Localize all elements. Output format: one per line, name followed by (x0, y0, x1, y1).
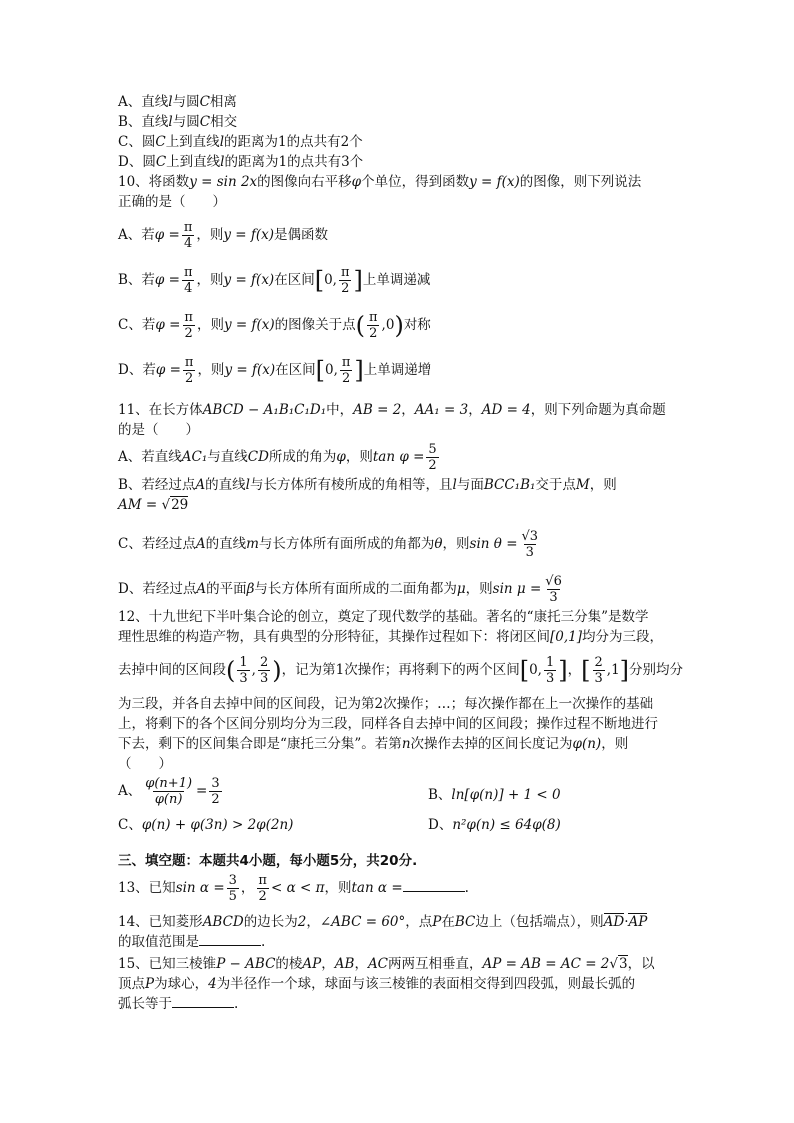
q11-option-b: B、若经过点A的直线l与长方体所有棱所成的角相等，且l与面BCC₁B₁交于点M，则 (118, 477, 617, 493)
q10-stem-line2: 正确的是（ ） (118, 194, 226, 210)
q12-line4: 为三段，并各自去掉中间的区间段，记为第2次操作；…；每次操作都在上一次操作的基础 (118, 696, 654, 712)
fraction: $\frac{√3}{3}$ (521, 529, 539, 560)
answer-blank[interactable] (403, 879, 465, 892)
page-content (118, 92, 684, 1014)
fraction: $\frac{\pi}{2}$ (184, 355, 194, 386)
q11-option-b-line2: AM = √29 (118, 497, 189, 513)
q10-option-a: A、若φ = $\frac{\pi}{4}$ ，则y = f(x)是偶函数 (118, 220, 329, 251)
fraction: $\frac{√6}{3}$ (545, 574, 562, 605)
answer-blank[interactable] (199, 933, 261, 946)
q9-options (118, 92, 678, 172)
q10-stem: 10、将函数y = sin 2x的图像向右平移φ个单位，得到函数y = f(x)的图像，则下列说法 (118, 174, 642, 190)
q12-option-c: C、φ(n) + φ(3n) > 2φ(2n) (118, 817, 294, 833)
q15-line3: 弧长等于 . (118, 996, 239, 1012)
fraction: $\frac{\pi}{2}$ (369, 310, 378, 341)
q12-line3: 去掉中间的区间段( $\frac{1}{3}$ , $\frac{2}{3}$ )，记为第1次操作；再将剩下的两个区间[0, $\frac{1}{3}$ ]，[ $\frac{2}{3}$ ,1]分别均分 (118, 655, 684, 686)
fraction: $\frac{\pi}{2}$ (184, 310, 193, 341)
q11-option-a: A、若直线AC₁与直线CD所成的角为φ，则tan φ = $\frac{5}{2}$ (118, 442, 437, 473)
fraction: $\frac{1}{3}$ (545, 655, 555, 686)
question-15 (118, 954, 678, 1014)
question-13: 13、已知sin α = $\frac{3}{5}$ ， $\frac{\pi}{2}$ < α < π，则tan α = . (118, 873, 469, 904)
q10-option-d: D、若φ = $\frac{\pi}{2}$ ，则y = f(x)在区间[0, $\frac{\pi}{2}$ ]上单调递增 (118, 355, 432, 386)
q12-options-row1 (118, 776, 678, 807)
q12-line1: 12、十九世纪下半叶集合论的创立，奠定了现代数学的基础。著名的“康托三分集”是数学 (118, 609, 649, 625)
fraction: $\frac{\varphi(n+1)}{\varphi(n)}$ (145, 776, 193, 807)
q15-line1: 15、已知三棱锥P − ABC的棱AP，AB，AC两两互相垂直，AP = AB = AC = 2√3，以 (118, 956, 655, 972)
q14-line1: 14、已知菱形ABCD的边长为2，∠ABC = 60°，点P在BC边上（包括端点），则AD·AP (118, 914, 648, 930)
fraction: $\frac{5}{2}$ (428, 442, 437, 473)
question-14 (118, 912, 678, 952)
fraction: $\frac{3}{5}$ (228, 873, 237, 904)
q11-stem-line2: 的是（ ） (118, 422, 199, 438)
fraction: $\frac{2}{3}$ (259, 655, 269, 686)
q15-line2: 顶点P为球心，4为半径作一个球，球面与该三棱锥的表面相交得到四段弧，则最长弧的 (118, 976, 636, 992)
fraction: $\frac{\pi}{4}$ (183, 265, 193, 296)
q12-line6: 下去，剩下的区间集合即是“康托三分集”。若第n次操作去掉的区间长度记为φ(n)，则 (118, 736, 629, 752)
fraction: $\frac{\pi}{4}$ (183, 220, 193, 251)
q9-option-d: D、圆C上到直线l的距离为1的点共有3个 (118, 154, 364, 170)
q12-line7: （ ） (118, 756, 172, 772)
q12-line5: 上，将剩下的各个区间分别均分为三段，同样各自去掉中间的区间段；操作过程不断地进行 (118, 716, 658, 732)
q11-option-c: C、若经过点A的直线m与长方体所有面所成的角都为θ，则sin θ = $\frac{√3}{3}$ (118, 529, 539, 560)
question-12 (118, 607, 684, 835)
q12-options-row2 (118, 815, 678, 835)
question-11 (118, 400, 678, 605)
question-10 (118, 172, 678, 386)
q14-line2: 的取值范围是 . (118, 934, 266, 950)
section-3-heading: 三、填空题：本题共4小题，每小题5分，共20分. (118, 853, 418, 869)
q12-option-a: A、 $\frac{\varphi(n+1)}{\varphi(n)}$ = $\frac{3}{2}$ (118, 776, 220, 807)
answer-blank[interactable] (172, 995, 234, 1008)
fraction: $\frac{\pi}{2}$ (258, 873, 267, 904)
fraction: $\frac{2}{3}$ (594, 655, 603, 686)
q11-option-d: D、若经过点A的平面β与长方体所有面所成的二面角都为μ，则sin μ = $\frac{√6}{3}$ (118, 574, 562, 605)
fraction: $\frac{\pi}{2}$ (340, 265, 350, 296)
q12-option-d: D、n²φ(n) ≤ 64φ(8) (428, 817, 561, 833)
fraction: $\frac{3}{2}$ (211, 776, 220, 807)
q11-stem: 11、在长方体ABCD − A₁B₁C₁D₁中，AB = 2，AA₁ = 3，AD = 4，则下列命题为真命题 (118, 402, 666, 418)
q9-option-c: C、圆C上到直线l的距离为1的点共有2个 (118, 134, 363, 150)
fraction: $\frac{1}{3}$ (239, 655, 248, 686)
q9-option-a: A、直线l与圆C相离 (118, 94, 237, 110)
q9-option-b: B、直线l与圆C相交 (118, 114, 238, 130)
fraction: $\frac{\pi}{2}$ (341, 355, 351, 386)
q10-option-b: B、若φ = $\frac{\pi}{4}$ ，则y = f(x)在区间[0, $\frac{\pi}{2}$ ]上单调递减 (118, 265, 431, 296)
q10-option-c: C、若φ = $\frac{\pi}{2}$ ，则y = f(x)的图像关于点( $\frac{\pi}{2}$ ,0)对称 (118, 310, 431, 341)
q12-option-b: B、ln[φ(n)] + 1 < 0 (428, 787, 561, 803)
q12-line2: 理性思维的构造产物，具有典型的分形特征，其操作过程如下：将闭区间[0,1]均分为三段， (118, 629, 664, 645)
